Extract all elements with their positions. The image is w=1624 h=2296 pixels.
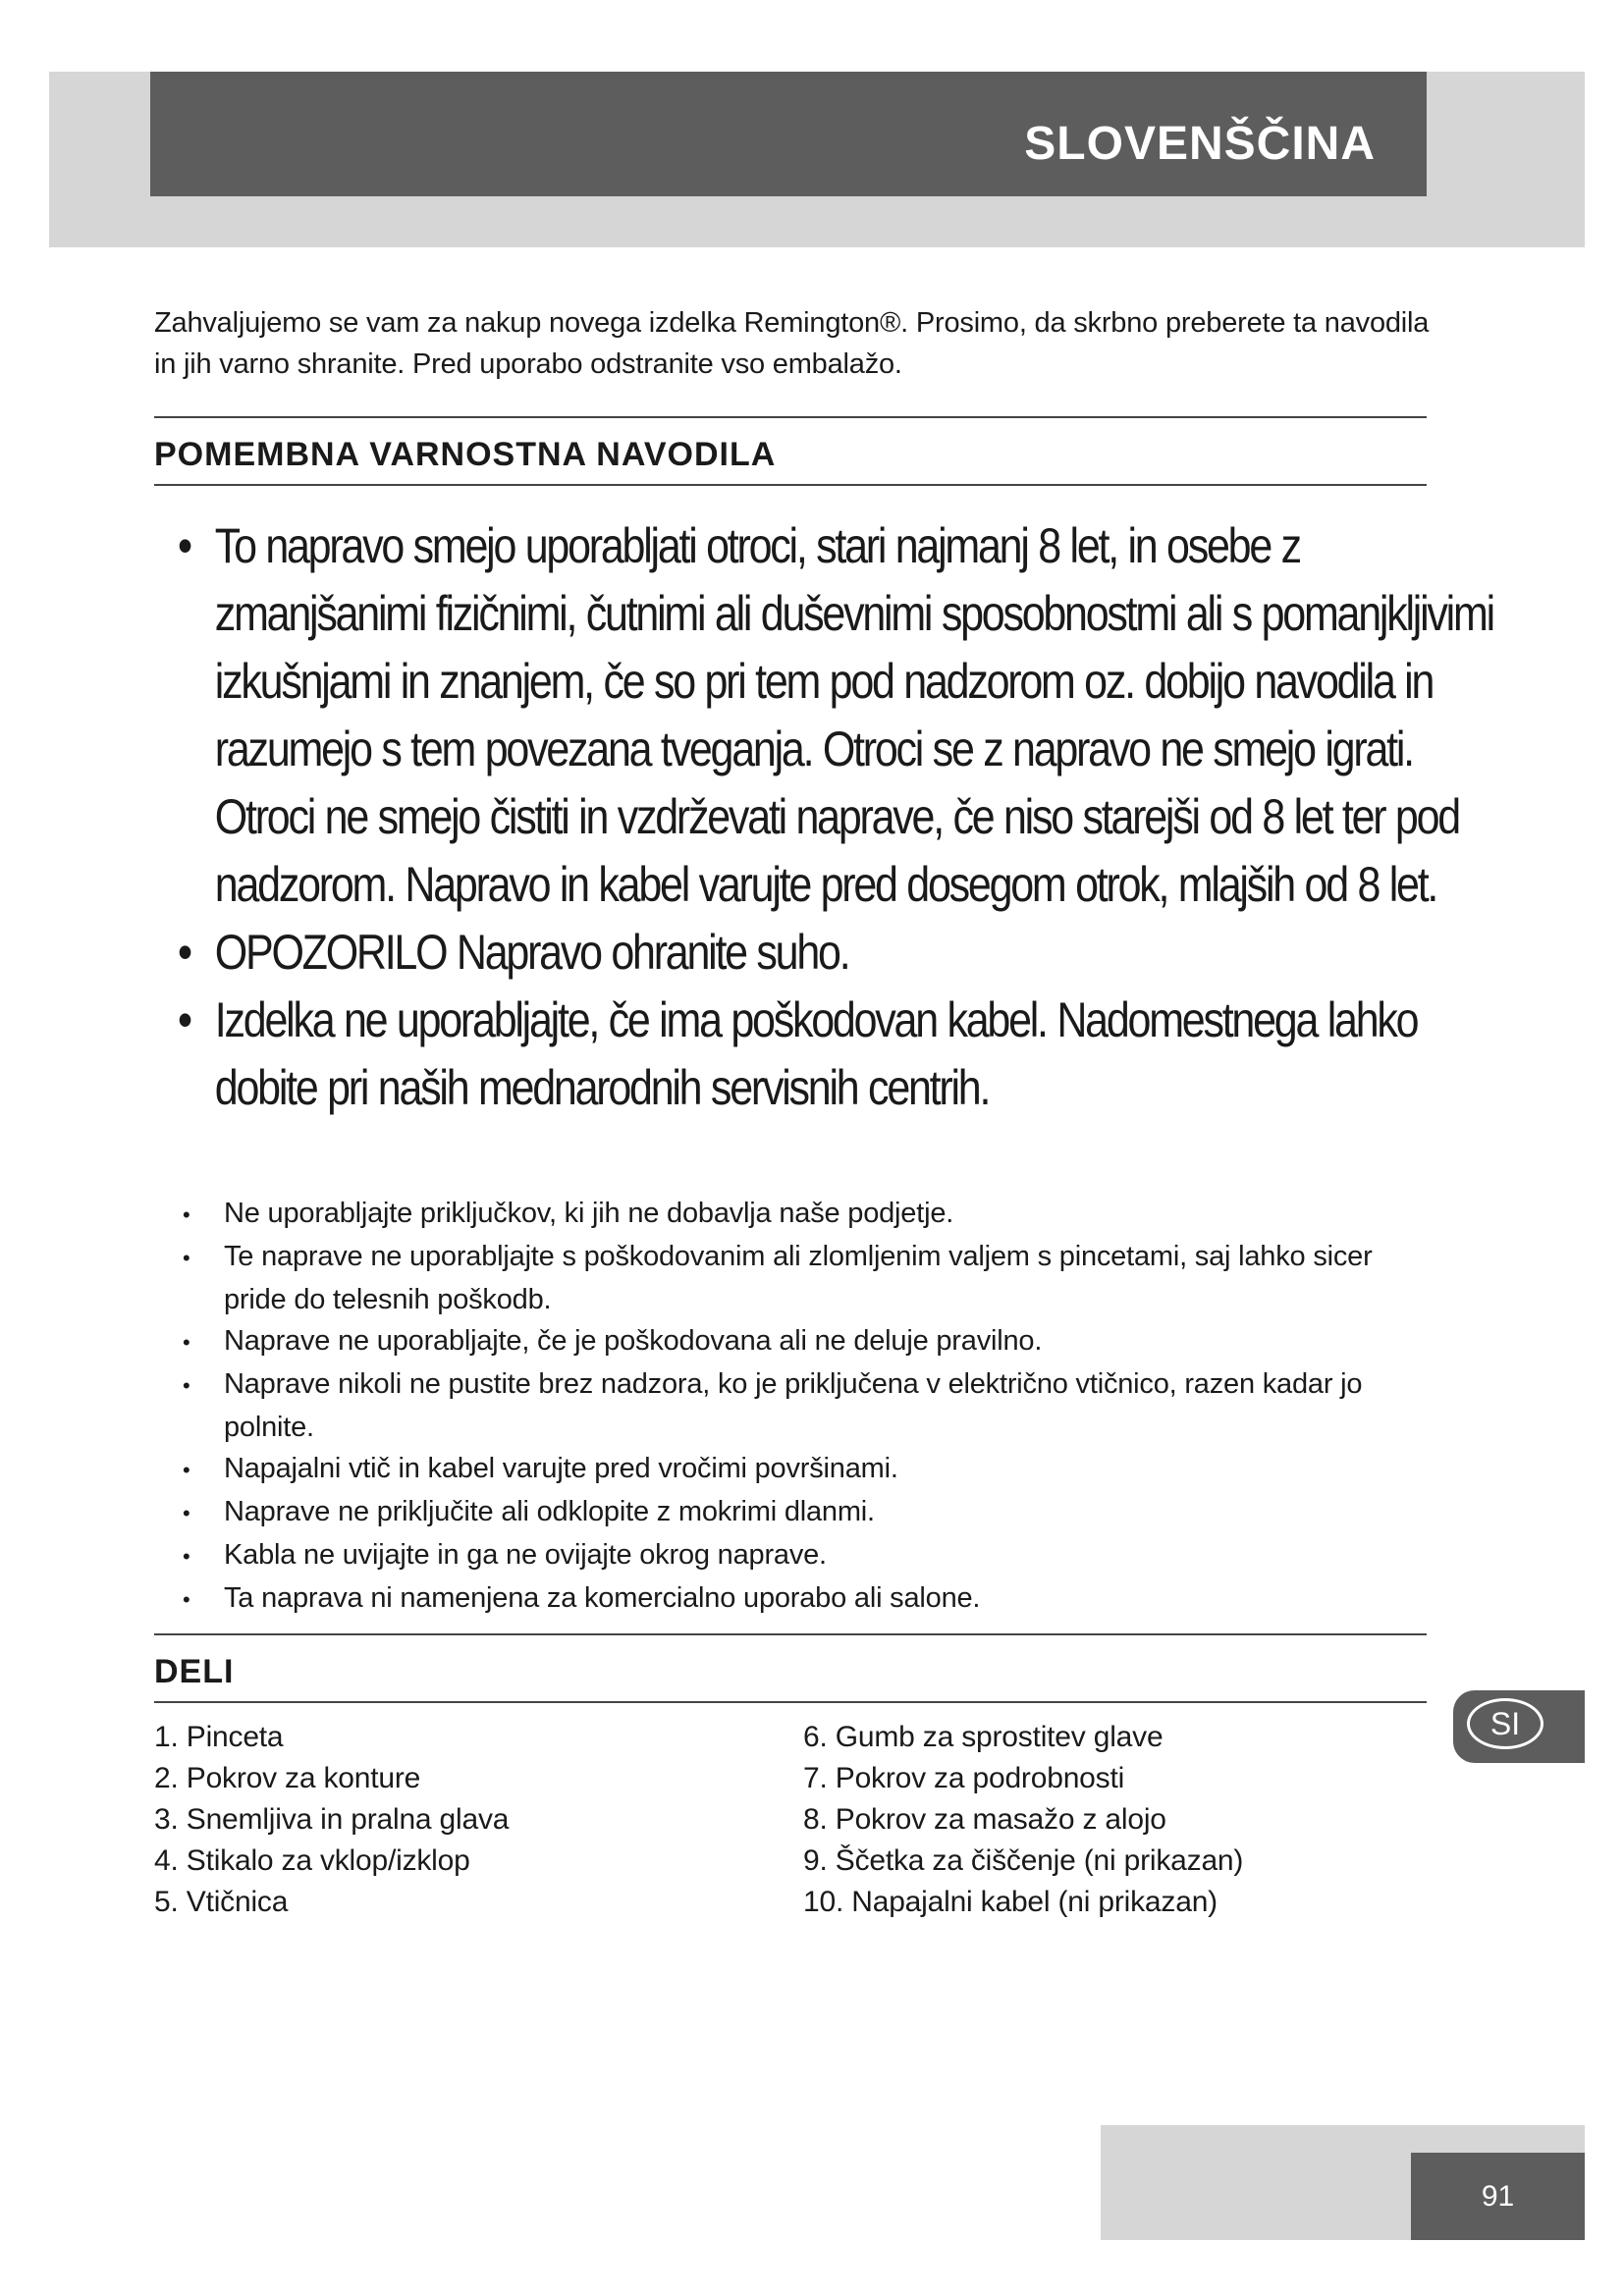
part-item: 1. Pinceta <box>154 1721 284 1753</box>
language-tab <box>1453 1690 1585 1763</box>
safety-list-small <box>147 1193 1424 1621</box>
parts-list-right <box>803 1717 1243 1923</box>
safety-item: • Te naprave ne uporabljajte s poškodovanim ali zlomljenim valjem s pincetami, saj lahko sicer pride do telesnih poškodb. <box>147 1236 1424 1320</box>
safety-item: • Ne uporabljajte priključkov, ki jih ne dobavlja naše podjetje. <box>147 1193 1424 1236</box>
parts-rule-bottom <box>154 1701 1427 1703</box>
part-item: 9. Ščetka za čiščenje (ni prikazan) <box>803 1844 1244 1877</box>
page-number: 91 <box>1411 2153 1585 2240</box>
part-item: 2. Pokrov za konture <box>154 1762 421 1794</box>
section-rule-top <box>154 416 1427 418</box>
safety-item-large: • Izdelka ne uporabljajte, če ima poškodovan kabel. Nadomestnega lahko dobite pri naših mednarodnih servisnih centrih. <box>147 987 1507 1122</box>
part-item: 10. Napajalni kabel (ni prikazan) <box>803 1886 1218 1918</box>
parts-rule-top <box>154 1633 1427 1635</box>
safety-item: • Naprave ne uporabljajte, če je poškodovana ali ne deluje pravilno. <box>147 1320 1424 1363</box>
part-item: 8. Pokrov za masažo z alojo <box>803 1803 1166 1836</box>
section-rule-bottom <box>154 484 1427 486</box>
safety-item: • Kabla ne uvijajte in ga ne ovijajte okrog naprave. <box>147 1534 1424 1577</box>
part-item: 3. Snemljiva in pralna glava <box>154 1803 510 1836</box>
language-tab-label: SI <box>1467 1698 1543 1749</box>
page-title: SLOVENŠČINA <box>1024 118 1376 170</box>
part-item: 6. Gumb za sprostitev glave <box>803 1721 1164 1753</box>
part-item: 7. Pokrov za podrobnosti <box>803 1762 1125 1794</box>
safety-item: • Napajalni vtič in kabel varujte pred vročimi površinami. <box>147 1448 1424 1491</box>
safety-item: • Ta naprava ni namenjena za komercialno uporabo ali salone. <box>147 1577 1424 1621</box>
part-item: 5. Vtičnica <box>154 1886 289 1918</box>
part-item: 4. Stikalo za vklop/izklop <box>154 1844 470 1877</box>
safety-item: • Naprave ne priključite ali odklopite z mokrimi dlanmi. <box>147 1491 1424 1534</box>
parts-list-left <box>154 1717 509 1923</box>
safety-section-title: POMEMBNA VARNOSTNA NAVODILA <box>154 436 777 473</box>
parts-section-title: DELI <box>154 1653 235 1690</box>
safety-item-large: • OPOZORILO Napravo ohranite suho. <box>147 919 1507 987</box>
safety-list-large <box>147 512 1493 1122</box>
safety-item: • Naprave nikoli ne pustite brez nadzora, ko je priključena v električno vtičnico, razen kadar jo polnite. <box>147 1363 1424 1448</box>
header-band-dark <box>150 72 1427 196</box>
intro-paragraph: Zahvaljujemo se vam za nakup novega izdelka Remington®. Prosimo, da skrbno preberete ta navodila in jih varno shranite. Pred uporabo odstranite vso embalažo. <box>154 307 1430 380</box>
safety-item-large: • To napravo smejo uporabljati otroci, stari najmanj 8 let, in osebe z zmanjšanimi fizičnimi, čutnimi ali duševnimi sposobnostmi ali s pomanjkljivimi izkušnjami in znanjem, če so pri tem pod nadzorom oz. dobijo navodila in razumejo s tem povezana tveganja. Otroci se z napravo ne smejo igrati. Otroci ne smejo čistiti in vzdrževati naprave, če niso starejši od 8 let ter pod nadzorom. Napravo in kabel varujte pred dosegom otrok, mlajših od 8 let. <box>147 512 1507 919</box>
